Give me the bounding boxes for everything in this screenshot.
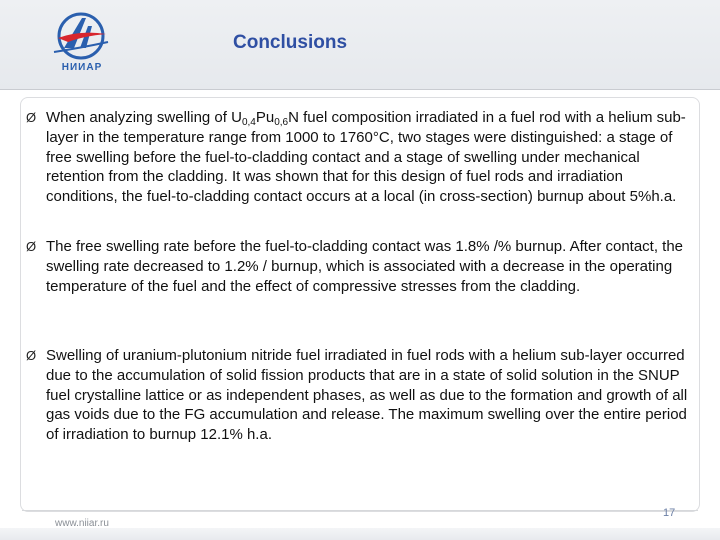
- bullet-arrow-icon: Ø: [26, 348, 37, 363]
- bullet-item-3: [26, 346, 696, 445]
- logo-text: НИИАР: [61, 62, 103, 73]
- bullet-arrow-icon: Ø: [26, 239, 37, 254]
- bullet-arrow-icon: Ø: [26, 110, 37, 125]
- slide-header: [0, 0, 720, 90]
- page-number: 17: [663, 507, 676, 519]
- footer-url[interactable]: www.niiar.ru: [55, 518, 109, 529]
- bullet-text-1: When analyzing swelling of $U_{0,4}Pu_{0,6}N$ fuel composition irradiated in a fuel rod with a helium sub-layer in the temperature range from 1000 to 1760°C, two stages were distinguished: a stage of free swelling before the fuel-to-cladding contact and a stage of swelling under mechanical retention from the cladding. It was shown that for this design of fuel rods and irradiation conditions, the fuel-to-cladding contact occurs at a local (in cross-section) burnup about 5%h.a.: [46, 109, 686, 206]
- footer-divider: [22, 510, 698, 511]
- bullet-item-1: [26, 108, 696, 207]
- bullet-text-2: The free swelling rate before the fuel-to-cladding contact was 1.8% /% burnup. After contact, the swelling rate decreased to 1.2% / burnup, which is associated with a decrease in the operating temperature of the fuel and the effect of compressive stresses from the cladding.: [46, 238, 684, 295]
- bullet-text-3: Swelling of uranium-plutonium nitride fuel irradiated in fuel rods with a helium sub-layer occurred due to the accumulation of solid fission products that are in a state of solid solution in the SNUP fuel crystalline lattice or as independent phases, as well as due to the formation and growth of all gas voids due to the FG accumulation and release. The maximum swelling over the entire period of irradiation to burnup 12.1% h.a.: [46, 347, 688, 444]
- slide-title: Conclusions: [233, 32, 348, 53]
- footer-bar: [0, 528, 720, 540]
- bullet-item-2: [26, 237, 696, 296]
